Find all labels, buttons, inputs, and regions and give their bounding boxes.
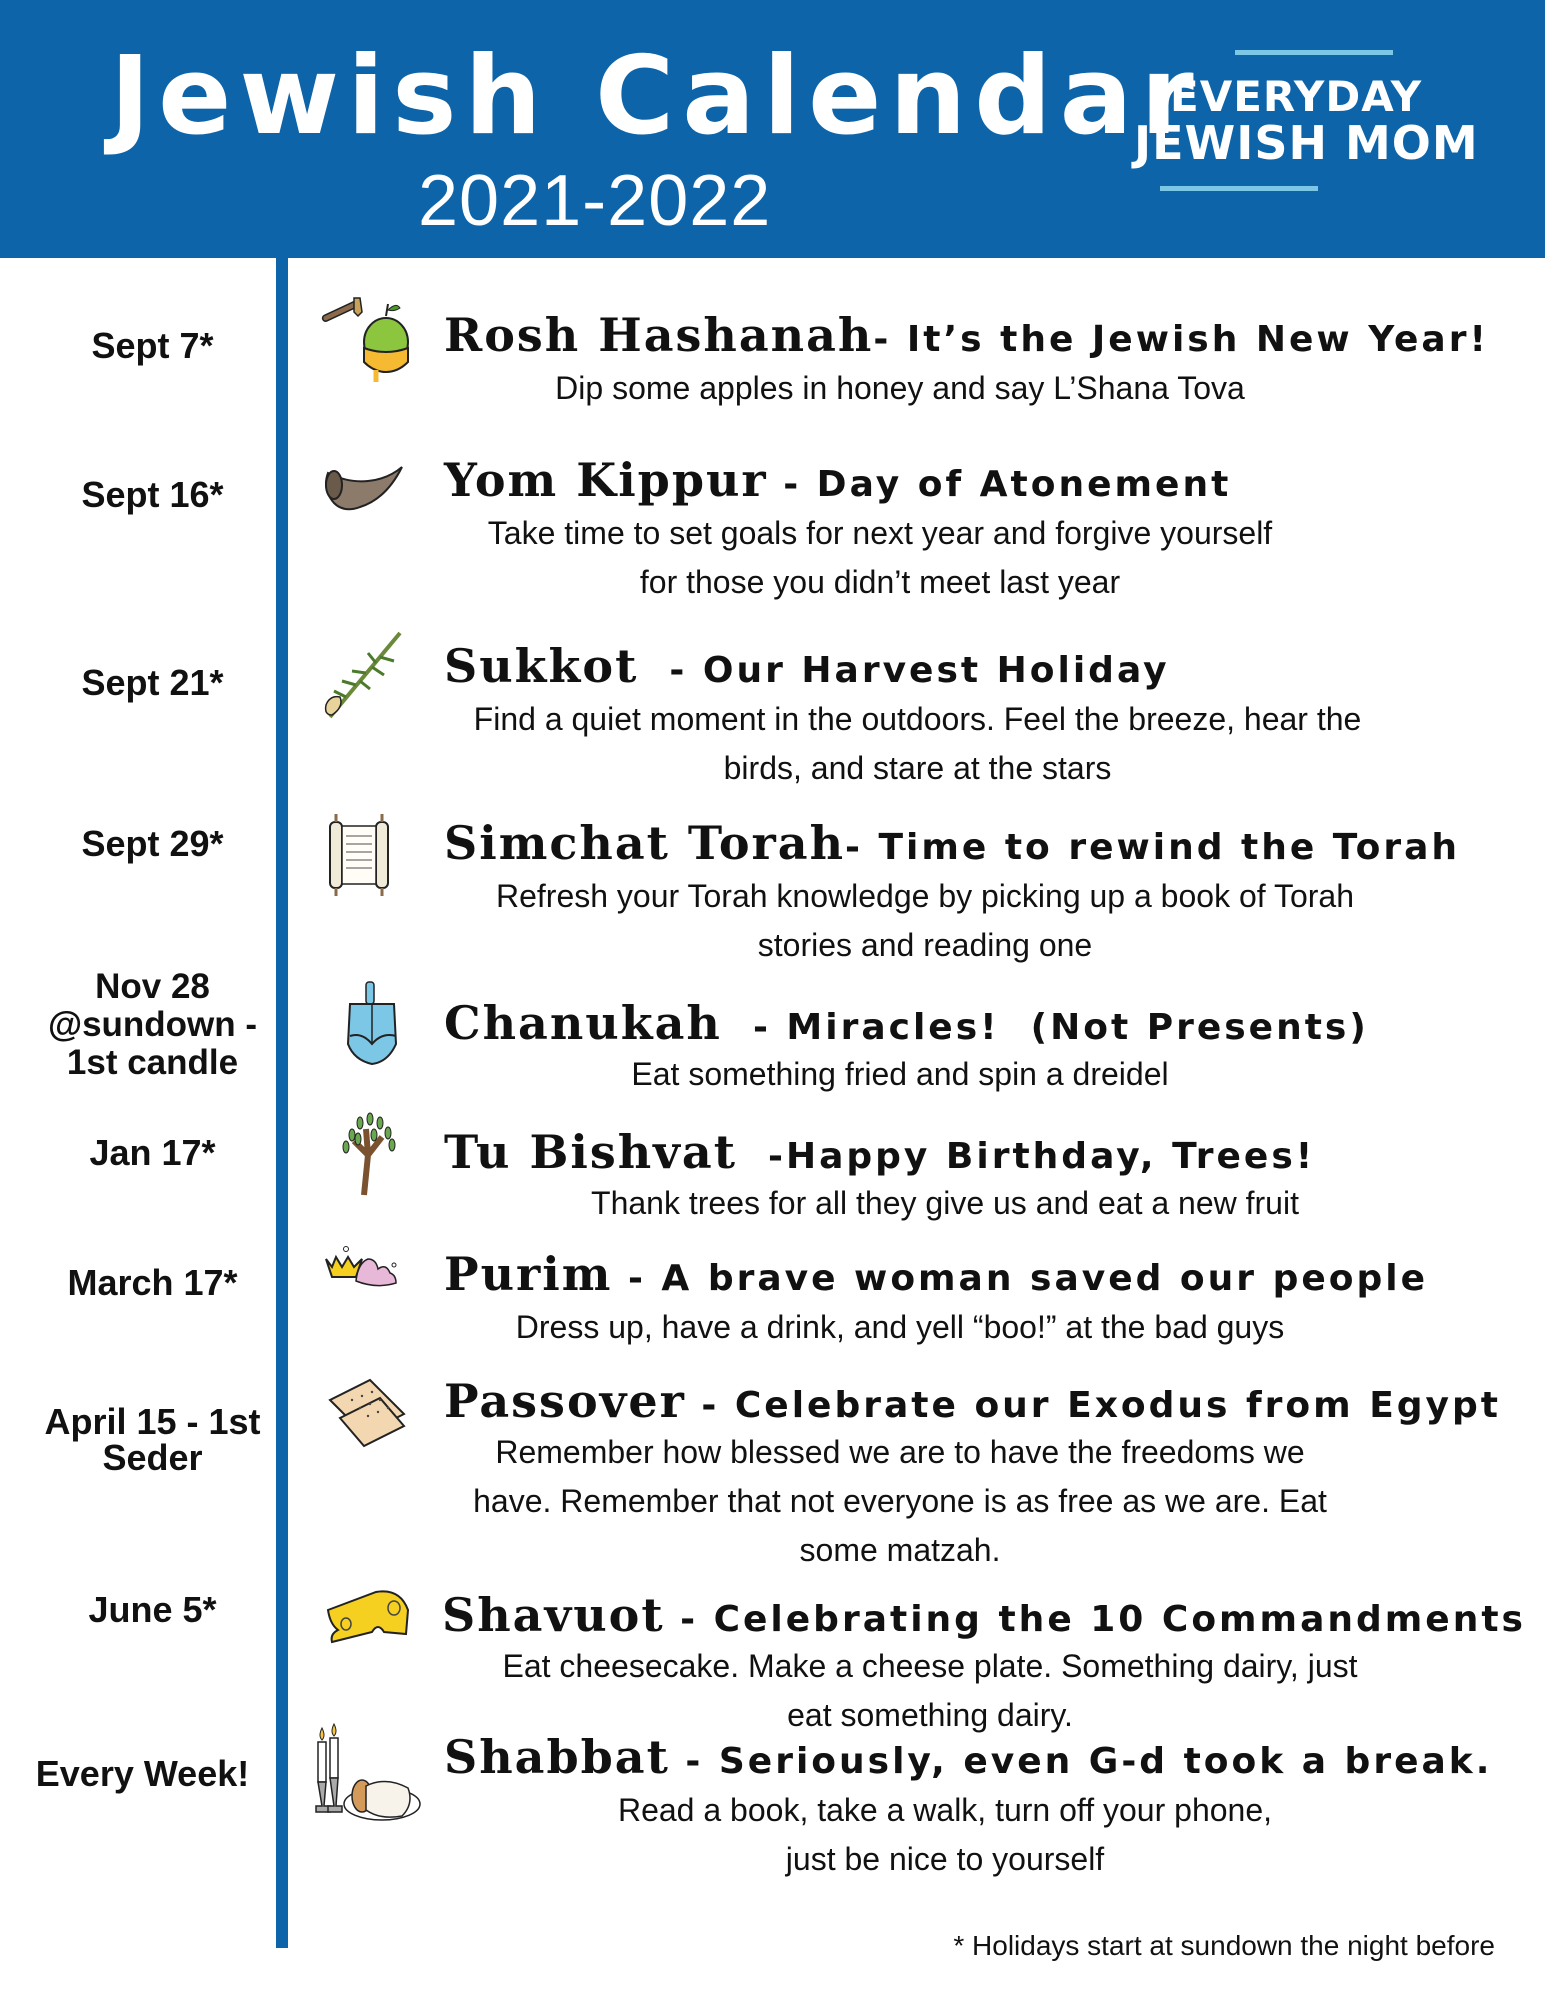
footnote: * Holidays start at sundown the night before — [953, 1930, 1495, 1961]
holiday-name: Yom Kippur — [444, 453, 768, 507]
holiday-heading — [444, 996, 1369, 1050]
brand-rule-bottom — [1160, 186, 1318, 191]
holiday-heading — [442, 1588, 1526, 1642]
holiday-date: April 15 - 1st Seder — [44, 1401, 261, 1478]
holiday-name: Chanukah — [444, 996, 722, 1050]
holiday-description: Read a book, take a walk, turn off your phone, just be nice to yourself — [617, 1792, 1273, 1877]
brand-line-2: JEWISH MOM — [1134, 116, 1479, 170]
holiday-heading — [444, 308, 1489, 362]
holiday-date: June 5* — [88, 1589, 217, 1630]
holiday-heading — [444, 1374, 1501, 1428]
holiday-tagline: - Time to rewind the Torah — [845, 827, 1460, 868]
holiday-description: Take time to set goals for next year and forgive yourself for those you didn’t meet last year — [487, 515, 1273, 600]
shabbat-candles-challah-icon — [310, 1720, 440, 1830]
holiday-date: Sept 21* — [81, 662, 224, 703]
holiday-tagline: - Our Harvest Holiday — [638, 650, 1170, 691]
holiday-heading — [444, 1247, 1428, 1301]
holiday-description: Thank trees for all they give us and eat a new fruit — [591, 1185, 1299, 1221]
holiday-description: Dip some apples in honey and say L’Shana Tova — [555, 370, 1245, 406]
holiday-date: Sept 16* — [81, 474, 224, 515]
holiday-tagline: - Celebrate our Exodus from Egypt — [685, 1385, 1502, 1426]
holiday-description: Dress up, have a drink, and yell “boo!” at the bad guys — [515, 1309, 1285, 1345]
holiday-date: Sept 29* — [81, 823, 224, 864]
holiday-heading — [444, 639, 1170, 693]
holiday-tagline: - Day of Atonement — [767, 464, 1232, 505]
holiday-description: Refresh your Torah knowledge by picking up a book of Torah stories and reading one — [495, 878, 1354, 963]
matzah-icon — [316, 1370, 426, 1465]
holiday-date: Sept 7* — [91, 325, 214, 366]
holiday-description: Find a quiet moment in the outdoors. Feel the breeze, hear the birds, and stare at the stars — [473, 701, 1362, 786]
holiday-date: Every Week! — [35, 1753, 250, 1794]
holiday-heading — [444, 1125, 1315, 1179]
holiday-tagline: -Happy Birthday, Trees! — [736, 1136, 1316, 1177]
year-range: 2021-2022 — [418, 161, 772, 241]
holiday-name: Purim — [444, 1247, 613, 1301]
brand-rule-top — [1235, 50, 1393, 55]
cheese-icon — [316, 1568, 426, 1663]
holiday-name: Simchat Torah — [444, 816, 846, 870]
holiday-description: Eat something fried and spin a dreidel — [631, 1056, 1169, 1092]
holiday-date: Jan 17* — [89, 1132, 216, 1173]
holiday-heading — [444, 816, 1460, 870]
timeline-divider — [276, 258, 288, 1948]
tree-icon — [316, 1105, 426, 1200]
holiday-name: Rosh Hashanah — [444, 308, 874, 362]
holiday-date: March 17* — [67, 1262, 238, 1303]
holiday-name: Passover — [444, 1374, 686, 1428]
brand-line-1: EVERYDAY — [1170, 72, 1423, 121]
holiday-tagline: - Seriously, even G-d took a break. — [669, 1741, 1493, 1782]
holiday-name: Sukkot — [444, 639, 639, 693]
holiday-description: Eat cheesecake. Make a cheese plate. Something dairy, just eat something dairy. — [502, 1648, 1358, 1733]
holiday-name: Shavuot — [442, 1588, 665, 1642]
holiday-tagline: - Miracles! (Not Presents) — [721, 1007, 1369, 1048]
holiday-tagline: - A brave woman saved our people — [612, 1258, 1429, 1299]
holiday-name: Tu Bishvat — [444, 1125, 737, 1179]
torah-scroll-icon — [316, 808, 426, 903]
holiday-name: Shabbat — [444, 1730, 670, 1784]
holiday-description: Remember how blessed we are to have the freedoms we have. Remember that not everyone is as free as we are. Eat some matzah. — [473, 1434, 1327, 1568]
holiday-heading — [444, 1730, 1492, 1784]
holiday-heading — [444, 453, 1231, 507]
holiday-tagline: - Celebrating the 10 Commandments — [664, 1599, 1526, 1640]
holiday-tagline: - It’s the Jewish New Year! — [873, 319, 1489, 360]
header-banner — [0, 0, 1545, 258]
page-title: Jewish Calendar — [110, 34, 1202, 159]
holiday-date: Nov 28 @sundown - 1st candle — [47, 967, 258, 1082]
